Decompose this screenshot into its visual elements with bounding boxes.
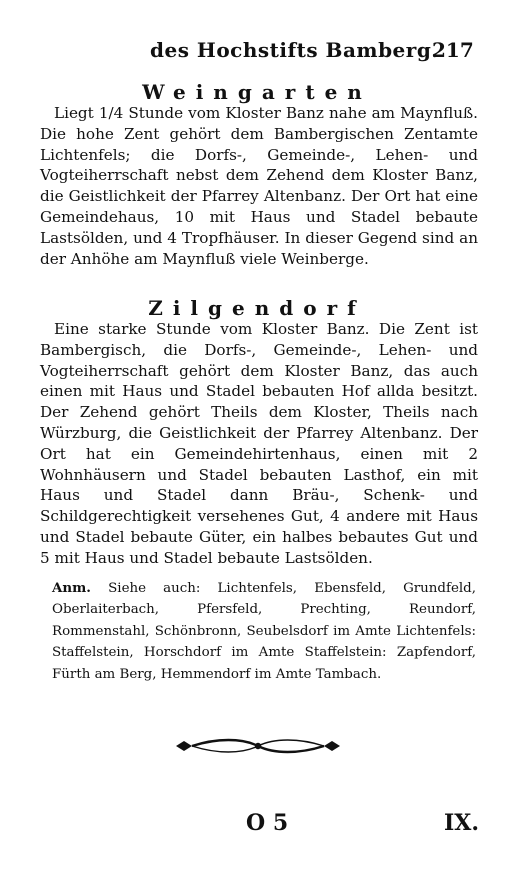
entry-text-zilgendorf: Eine starke Stunde vom Kloster Banz. Die Zent ist Bambergisch, die Dorfs-, Gemeinde-, Lehen- und Vogteiherrschaft gehört dem Kloster Banz, das auch einen mit Haus und Stadel bebauten Hof allda besitzt. Der Zehend gehört Theils dem Kloster, Theils nach Würzburg, die Geistlichkeit der Pfarrey Altenbanz. Der Ort hat ein Gemeindehirtenhaus, einen mit 2 Wohnhäusern und Stadel bebauten Lasthof, ein mit Haus und Stadel dann Bräu-, Schenk- und Schildgerechtigkeit versehenes Gut, 4 andere mit Haus und Stadel bebaute Güter, ein halbes bebautes Gut und 5 mit Haus und Stadel bebaute Lastsölden. [40, 320, 478, 567]
page-header [0, 38, 514, 68]
annotation-label: Anm. [52, 580, 91, 596]
volume-mark: IX. [444, 810, 480, 836]
decorative-rule-ornament-icon [172, 735, 344, 757]
page-footer [0, 810, 514, 840]
signature-mark: O 5 [246, 810, 289, 836]
entry-heading-weingarten: Weingarten [142, 80, 372, 104]
entry-text-weingarten: Liegt 1/4 Stunde vom Kloster Banz nahe am Maynfluß. Die hohe Zent gehört dem Bambergischen Zentamte Lichtenfels; die Dorfs-, Gemeinde-, Lehen- und Vogteiherrschaft nebst dem Zehend dem Kloster Banz, die Geistlichkeit der Pfarrey Altenbanz. Der Ort hat eine Gemeindehaus, 10 mit Haus und Stadel bebaute Lastsölden, und 4 Tropfhäuser. In dieser Gegend sind an der Anhöhe am Maynfluß viele Weinberge. [40, 104, 478, 268]
running-head: des Hochstifts Bamberg. [150, 38, 439, 62]
page-number: 217 [432, 38, 474, 62]
annotation-note [52, 578, 476, 685]
entry-heading-zilgendorf: Zilgendorf [148, 296, 366, 320]
annotation-text: Siehe auch: Lichtenfels, Ebensfeld, Grundfeld, Oberlaiterbach, Pfersfeld, Prechting, Reundorf, Rommenstahl, Schönbronn, Seubelsdorf im Amte Lichtenfels: Staffelstein, Horschdorf im Amte Staffelstein: Zapfendorf, Fürth am Berg, Hemmendorf im Amte Tambach. [52, 581, 476, 682]
